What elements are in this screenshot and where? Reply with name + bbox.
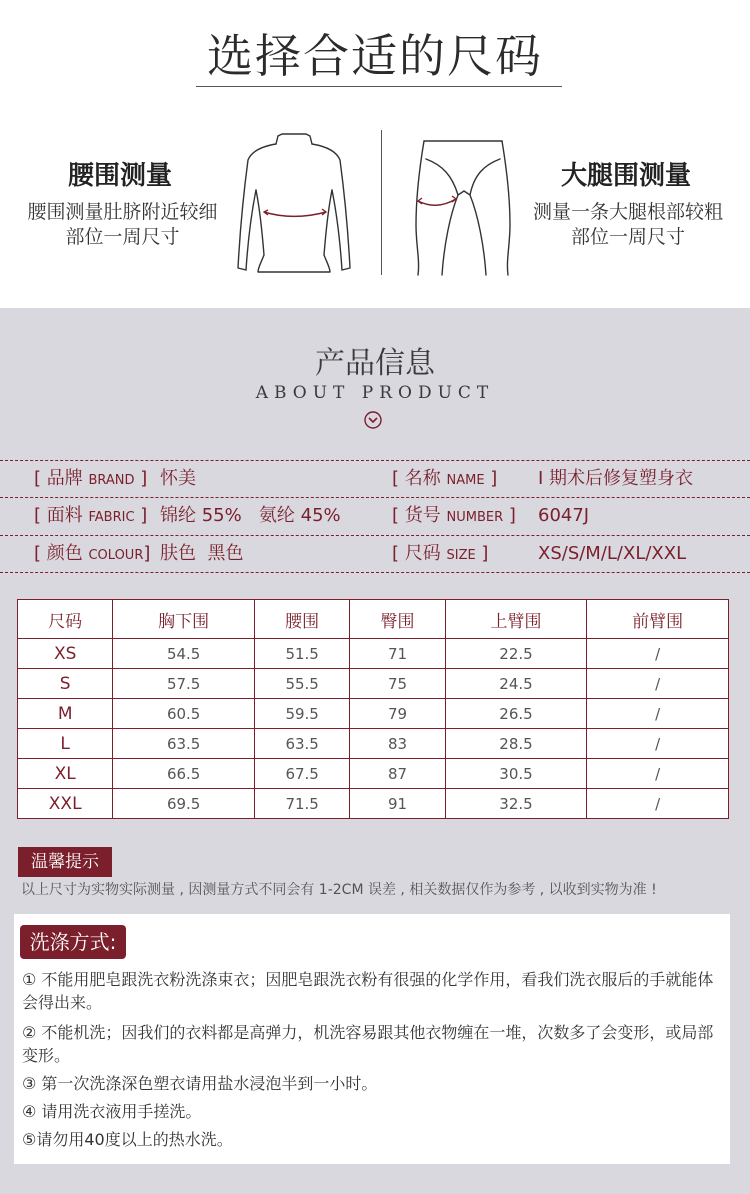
table-cell: L: [18, 729, 113, 759]
colour-value: 肤色 黑色: [160, 543, 244, 564]
table-row: [18, 639, 729, 669]
table-cell: 30.5: [445, 759, 587, 789]
table-cell: 28.5: [445, 729, 587, 759]
number-label: [ 货号 NUMBER ]: [392, 505, 516, 526]
table-row: [18, 729, 729, 759]
table-header-cell: 前臂围: [587, 600, 729, 639]
brand-label: [ 品牌 BRAND ]: [34, 468, 148, 489]
info-divider: [0, 497, 750, 498]
name-value: I 期术后修复塑身衣: [538, 468, 694, 489]
upper-body-figure-icon: [234, 130, 354, 275]
wash-title: 洗涤方式:: [20, 925, 126, 959]
table-cell: M: [18, 699, 113, 729]
table-header-cell: 胸下围: [113, 600, 255, 639]
table-cell: XL: [18, 759, 113, 789]
table-cell: XXL: [18, 789, 113, 819]
table-row: [18, 789, 729, 819]
table-header-cell: 尺码: [18, 600, 113, 639]
table-cell: 63.5: [113, 729, 255, 759]
table-cell: XS: [18, 639, 113, 669]
waist-measure-desc: 腰围测量肚脐附近较细部位一周尺寸: [27, 201, 218, 248]
table-header-cell: 上臂围: [445, 600, 587, 639]
wash-item: ③ 第一次洗涤深色塑衣请用盐水浸泡半到一小时。: [22, 1074, 378, 1093]
page-title: 选择合适的尺码: [207, 29, 543, 83]
wash-item: ⑤请勿用40度以上的热水洗。: [22, 1130, 233, 1149]
table-cell: /: [587, 729, 729, 759]
table-cell: 24.5: [445, 669, 587, 699]
table-header-cell: 臀围: [350, 600, 445, 639]
table-cell: S: [18, 669, 113, 699]
measure-divider: [381, 130, 382, 275]
table-cell: /: [587, 699, 729, 729]
name-label: [ 名称 NAME ]: [392, 468, 498, 489]
table-header-row: [18, 600, 729, 639]
table-cell: 69.5: [113, 789, 255, 819]
chevron-down-circle-icon: [364, 411, 382, 429]
table-cell: 67.5: [254, 759, 349, 789]
table-cell: 51.5: [254, 639, 349, 669]
product-info-subtitle: ABOUT PRODUCT: [255, 383, 495, 403]
table-header-cell: 腰围: [254, 600, 349, 639]
info-divider: [0, 460, 750, 461]
table-cell: 71.5: [254, 789, 349, 819]
wash-item: ④ 请用洗衣液用手搓洗。: [22, 1102, 202, 1121]
thigh-measure-title: 大腿围测量: [560, 161, 691, 191]
brand-value: 怀美: [160, 468, 196, 489]
table-cell: 54.5: [113, 639, 255, 669]
fabric-value: 锦纶 55% 氨纶 45%: [160, 505, 341, 526]
wash-item: ② 不能机洗；因我们的衣料都是高弹力，机洗容易跟其他衣物缠在一堆，次数多了会变形，或局部变形。: [22, 1023, 714, 1065]
table-cell: /: [587, 759, 729, 789]
table-cell: 26.5: [445, 699, 587, 729]
table-cell: 22.5: [445, 639, 587, 669]
table-cell: 63.5: [254, 729, 349, 759]
fabric-label: [ 面料 FABRIC ]: [34, 505, 148, 526]
number-value: 6047J: [538, 505, 590, 526]
table-cell: 59.5: [254, 699, 349, 729]
table-cell: /: [587, 789, 729, 819]
table-cell: 55.5: [254, 669, 349, 699]
info-divider: [0, 535, 750, 536]
tip-label: 温馨提示: [18, 847, 112, 877]
table-cell: 87: [350, 759, 445, 789]
info-divider: [0, 572, 750, 573]
table-row: [18, 759, 729, 789]
table-cell: 66.5: [113, 759, 255, 789]
size-label: [ 尺码 SIZE ]: [392, 543, 489, 564]
title-underline: [196, 86, 562, 87]
table-cell: 75: [350, 669, 445, 699]
waist-measure-title: 腰围测量: [67, 161, 172, 191]
table-cell: 79: [350, 699, 445, 729]
product-info-title: 产品信息: [315, 346, 435, 381]
table-cell: 71: [350, 639, 445, 669]
size-value: XS/S/M/L/XL/XXL: [538, 543, 687, 564]
table-cell: /: [587, 669, 729, 699]
tip-text: 以上尺寸为实物实际测量 , 因测量方式不同会有 1-2CM 误差 , 相关数据仅作为参考 , 以收到实物为准 !: [21, 882, 657, 898]
table-cell: 91: [350, 789, 445, 819]
wash-item: ① 不能用肥皂跟洗衣粉洗涤束衣；因肥皂跟洗衣粉有很强的化学作用，看我们洗衣服后的手就能体会得出来。: [22, 970, 714, 1012]
table-row: [18, 669, 729, 699]
thigh-measure-desc: 测量一条大腿根部较粗部位一周尺寸: [532, 201, 723, 248]
table-cell: 57.5: [113, 669, 255, 699]
size-table: [17, 599, 729, 819]
table-cell: 32.5: [445, 789, 587, 819]
table-cell: 83: [350, 729, 445, 759]
table-row: [18, 699, 729, 729]
table-cell: 60.5: [113, 699, 255, 729]
colour-label: [ 颜色 COLOUR]: [34, 543, 151, 564]
table-cell: /: [587, 639, 729, 669]
lower-body-figure-icon: [412, 135, 518, 277]
